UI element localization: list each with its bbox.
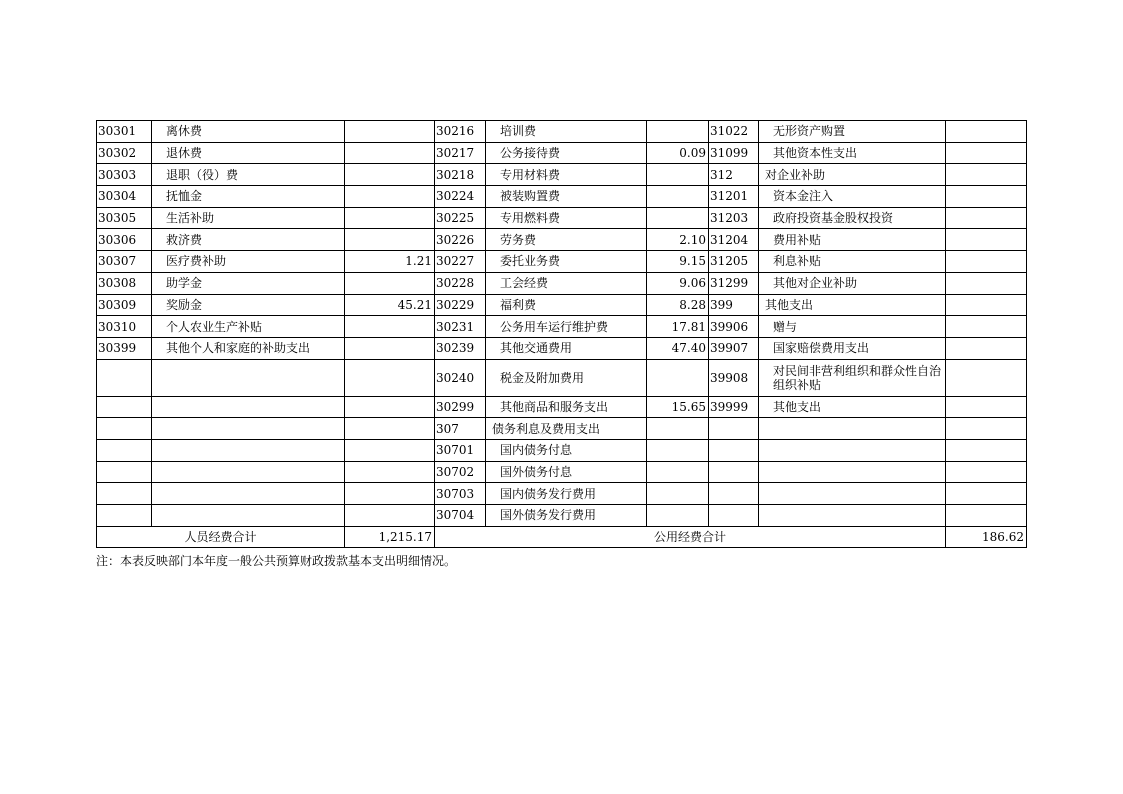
amount-cell — [345, 418, 435, 440]
table-row — [97, 483, 1027, 505]
code-cell: 31299 — [709, 272, 759, 294]
name-cell: 无形资产购置 — [759, 121, 946, 143]
code-cell — [709, 461, 759, 483]
amount-cell: 2.10 — [647, 229, 709, 251]
public-total-label: 公用经费合计 — [435, 526, 946, 548]
code-cell: 30704 — [435, 505, 486, 527]
name-cell — [759, 505, 946, 527]
amount-cell — [647, 439, 709, 461]
code-cell: 30702 — [435, 461, 486, 483]
table-row — [97, 505, 1027, 527]
table-row — [97, 337, 1027, 359]
name-cell — [759, 461, 946, 483]
code-cell: 399 — [709, 294, 759, 316]
amount-cell — [345, 186, 435, 208]
amount-cell — [345, 439, 435, 461]
code-cell — [97, 505, 152, 527]
table-row — [97, 396, 1027, 418]
name-cell: 退职（役）费 — [152, 164, 345, 186]
name-cell: 国外债务发行费用 — [486, 505, 647, 527]
personnel-total-value: 1,215.17 — [345, 526, 435, 548]
code-cell: 30229 — [435, 294, 486, 316]
amount-cell — [647, 418, 709, 440]
table-row — [97, 121, 1027, 143]
amount-cell: 17.81 — [647, 316, 709, 338]
name-cell: 救济费 — [152, 229, 345, 251]
name-cell: 工会经费 — [486, 272, 647, 294]
name-cell: 赠与 — [759, 316, 946, 338]
amount-cell — [647, 164, 709, 186]
amount-cell — [345, 461, 435, 483]
amount-cell — [946, 505, 1027, 527]
table-row — [97, 207, 1027, 229]
name-cell: 劳务费 — [486, 229, 647, 251]
code-cell — [709, 418, 759, 440]
code-cell — [97, 396, 152, 418]
code-cell: 30231 — [435, 316, 486, 338]
amount-cell — [647, 121, 709, 143]
name-cell — [152, 483, 345, 505]
name-cell: 其他资本性支出 — [759, 142, 946, 164]
code-cell: 31099 — [709, 142, 759, 164]
name-cell: 税金及附加费用 — [486, 359, 647, 396]
amount-cell — [946, 396, 1027, 418]
name-cell: 生活补助 — [152, 207, 345, 229]
name-cell: 培训费 — [486, 121, 647, 143]
name-cell: 国外债务付息 — [486, 461, 647, 483]
code-cell — [97, 359, 152, 396]
code-cell: 30217 — [435, 142, 486, 164]
amount-cell — [345, 164, 435, 186]
name-cell: 国内债务发行费用 — [486, 483, 647, 505]
code-cell: 31022 — [709, 121, 759, 143]
name-cell: 专用燃料费 — [486, 207, 647, 229]
table-row — [97, 186, 1027, 208]
amount-cell — [946, 229, 1027, 251]
name-cell: 其他支出 — [759, 294, 946, 316]
name-cell — [152, 461, 345, 483]
amount-cell — [647, 186, 709, 208]
code-cell: 30701 — [435, 439, 486, 461]
amount-cell — [647, 207, 709, 229]
table-row — [97, 316, 1027, 338]
table-row — [97, 142, 1027, 164]
name-cell: 国家赔偿费用支出 — [759, 337, 946, 359]
amount-cell: 1.21 — [345, 251, 435, 273]
table-row — [97, 164, 1027, 186]
code-cell: 30305 — [97, 207, 152, 229]
code-cell: 30302 — [97, 142, 152, 164]
table-row — [97, 461, 1027, 483]
amount-cell: 15.65 — [647, 396, 709, 418]
amount-cell — [946, 461, 1027, 483]
code-cell: 30240 — [435, 359, 486, 396]
code-cell — [709, 439, 759, 461]
code-cell: 30301 — [97, 121, 152, 143]
code-cell: 39907 — [709, 337, 759, 359]
amount-cell — [946, 142, 1027, 164]
name-cell: 医疗费补助 — [152, 251, 345, 273]
code-cell: 39906 — [709, 316, 759, 338]
code-cell: 30228 — [435, 272, 486, 294]
code-cell: 30224 — [435, 186, 486, 208]
amount-cell — [647, 483, 709, 505]
amount-cell — [946, 121, 1027, 143]
table-footnote: 注：本表反映部门本年度一般公共预算财政拨款基本支出明细情况。 — [96, 554, 457, 568]
name-cell: 被装购置费 — [486, 186, 647, 208]
code-cell: 30304 — [97, 186, 152, 208]
table-body — [97, 121, 1027, 527]
name-cell: 个人农业生产补贴 — [152, 316, 345, 338]
amount-cell — [946, 164, 1027, 186]
amount-cell — [946, 316, 1027, 338]
amount-cell — [345, 142, 435, 164]
code-cell: 30216 — [435, 121, 486, 143]
name-cell: 债务利息及费用支出 — [486, 418, 647, 440]
name-cell: 奖励金 — [152, 294, 345, 316]
code-cell: 30303 — [97, 164, 152, 186]
code-cell: 39999 — [709, 396, 759, 418]
personnel-total-label: 人员经费合计 — [97, 526, 345, 548]
name-cell — [759, 418, 946, 440]
code-cell — [709, 505, 759, 527]
name-cell — [759, 483, 946, 505]
table-row — [97, 272, 1027, 294]
name-cell: 专用材料费 — [486, 164, 647, 186]
name-cell: 其他交通费用 — [486, 337, 647, 359]
name-cell — [152, 396, 345, 418]
name-cell: 利息补贴 — [759, 251, 946, 273]
amount-cell — [946, 251, 1027, 273]
amount-cell — [345, 207, 435, 229]
amount-cell — [345, 121, 435, 143]
name-cell — [152, 439, 345, 461]
amount-cell — [946, 483, 1027, 505]
totals-row — [97, 526, 1027, 548]
code-cell: 30307 — [97, 251, 152, 273]
amount-cell — [946, 439, 1027, 461]
table-row — [97, 229, 1027, 251]
amount-cell — [946, 337, 1027, 359]
table-row — [97, 294, 1027, 316]
amount-cell — [345, 337, 435, 359]
name-cell: 福利费 — [486, 294, 647, 316]
amount-cell — [946, 294, 1027, 316]
amount-cell — [647, 461, 709, 483]
code-cell: 30399 — [97, 337, 152, 359]
public-total-value: 186.62 — [946, 526, 1027, 548]
name-cell: 助学金 — [152, 272, 345, 294]
name-cell: 政府投资基金股权投资 — [759, 207, 946, 229]
code-cell: 31201 — [709, 186, 759, 208]
code-cell: 30299 — [435, 396, 486, 418]
amount-cell: 9.15 — [647, 251, 709, 273]
amount-cell — [946, 418, 1027, 440]
name-cell: 其他对企业补助 — [759, 272, 946, 294]
name-cell: 委托业务费 — [486, 251, 647, 273]
name-cell: 费用补贴 — [759, 229, 946, 251]
amount-cell: 45.21 — [345, 294, 435, 316]
code-cell — [97, 483, 152, 505]
name-cell: 其他支出 — [759, 396, 946, 418]
name-cell: 其他个人和家庭的补助支出 — [152, 337, 345, 359]
code-cell: 30239 — [435, 337, 486, 359]
name-cell: 对企业补助 — [759, 164, 946, 186]
code-cell: 312 — [709, 164, 759, 186]
amount-cell — [345, 229, 435, 251]
code-cell: 31204 — [709, 229, 759, 251]
table-row — [97, 418, 1027, 440]
amount-cell — [946, 272, 1027, 294]
code-cell: 31205 — [709, 251, 759, 273]
code-cell: 30310 — [97, 316, 152, 338]
name-cell: 公务用车运行维护费 — [486, 316, 647, 338]
amount-cell: 0.09 — [647, 142, 709, 164]
name-cell: 抚恤金 — [152, 186, 345, 208]
amount-cell — [345, 359, 435, 396]
name-cell: 退休费 — [152, 142, 345, 164]
name-cell: 离休费 — [152, 121, 345, 143]
code-cell: 30227 — [435, 251, 486, 273]
amount-cell — [946, 186, 1027, 208]
amount-cell: 9.06 — [647, 272, 709, 294]
code-cell — [97, 439, 152, 461]
amount-cell: 47.40 — [647, 337, 709, 359]
name-cell: 其他商品和服务支出 — [486, 396, 647, 418]
code-cell: 30309 — [97, 294, 152, 316]
name-cell: 国内债务付息 — [486, 439, 647, 461]
amount-cell — [946, 207, 1027, 229]
code-cell — [97, 418, 152, 440]
name-cell: 公务接待费 — [486, 142, 647, 164]
table-row — [97, 251, 1027, 273]
code-cell: 30225 — [435, 207, 486, 229]
code-cell: 30703 — [435, 483, 486, 505]
code-cell: 39908 — [709, 359, 759, 396]
amount-cell — [647, 359, 709, 396]
code-cell: 307 — [435, 418, 486, 440]
name-cell — [152, 359, 345, 396]
code-cell: 31203 — [709, 207, 759, 229]
code-cell: 30218 — [435, 164, 486, 186]
code-cell — [97, 461, 152, 483]
amount-cell: 8.28 — [647, 294, 709, 316]
code-cell — [709, 483, 759, 505]
name-cell — [152, 505, 345, 527]
name-cell — [152, 418, 345, 440]
name-cell: 对民间非营利组织和群众性自治组织补贴 — [759, 359, 946, 396]
amount-cell — [345, 272, 435, 294]
table-row — [97, 359, 1027, 396]
code-cell: 30226 — [435, 229, 486, 251]
expenditure-detail-table — [96, 120, 1027, 548]
amount-cell — [345, 396, 435, 418]
amount-cell — [647, 505, 709, 527]
amount-cell — [946, 359, 1027, 396]
name-cell: 资本金注入 — [759, 186, 946, 208]
amount-cell — [345, 505, 435, 527]
table-row — [97, 439, 1027, 461]
code-cell: 30308 — [97, 272, 152, 294]
amount-cell — [345, 483, 435, 505]
name-cell — [759, 439, 946, 461]
amount-cell — [345, 316, 435, 338]
code-cell: 30306 — [97, 229, 152, 251]
